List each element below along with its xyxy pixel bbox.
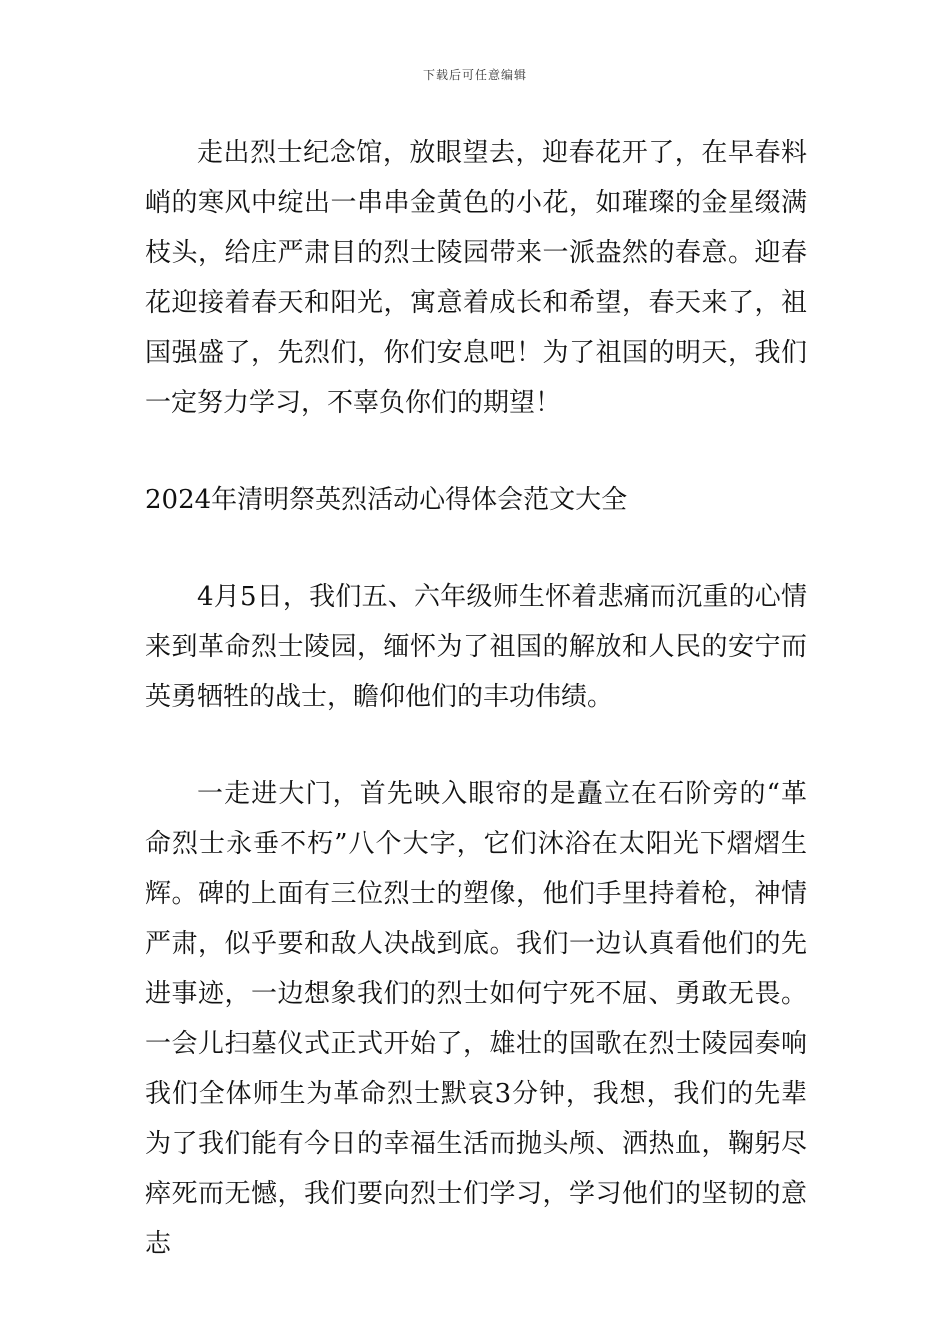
paragraph-3: 一走进大门，首先映入眼帘的是矗立在石阶旁的“革命烈士永垂不朽”八个大字，它们沐浴在太阳光下熠熠生辉。碑的上面有三位烈士的塑像，他们手里持着枪，神情严肃，似乎要和敌人决战到底。我们一边认真看他们的先进事迹，一边想象我们的烈士如何宁死不屈、勇敢无畏。一会儿扫墓仪式正式开始了，雄壮的国歌在烈士陵园奏响我们全体师生为革命烈士默哀3分钟，我想，我们的先辈为了我们能有今日的幸福生活而抛头颅、洒热血，鞠躬尽瘁死而无憾，我们要向烈士们学习，学习他们的坚韧的意志 xyxy=(145,779,807,1259)
paragraph-gap xyxy=(145,428,807,475)
paragraph-2: 4月5日，我们五、六年级师生怀着悲痛而沉重的心情来到革命烈士陵园，缅怀为了祖国的解放和人民的安宁而英勇牺牲的战士，瞻仰他们的丰功伟绩。 xyxy=(145,582,807,712)
document-body xyxy=(145,128,807,1269)
paragraph-gap xyxy=(145,525,807,572)
paragraph-1: 走出烈士纪念馆，放眼望去，迎春花开了，在早春料峭的寒风中绽出一串串金黄色的小花，如璀璨的金星缀满枝头，给庄严肃目的烈士陵园带来一派盎然的春意。迎春花迎接着春天和阳光，寓意着成长和希望，春天来了，祖国强盛了，先烈们，你们安息吧！为了祖国的明天，我们一定努力学习，不辜负你们的期望！ xyxy=(145,138,807,418)
header-note: 下载后可任意编辑 xyxy=(422,68,527,82)
paragraph-gap xyxy=(145,722,807,769)
section-heading: 2024年清明祭英烈活动心得体会范文大全 xyxy=(145,485,628,515)
